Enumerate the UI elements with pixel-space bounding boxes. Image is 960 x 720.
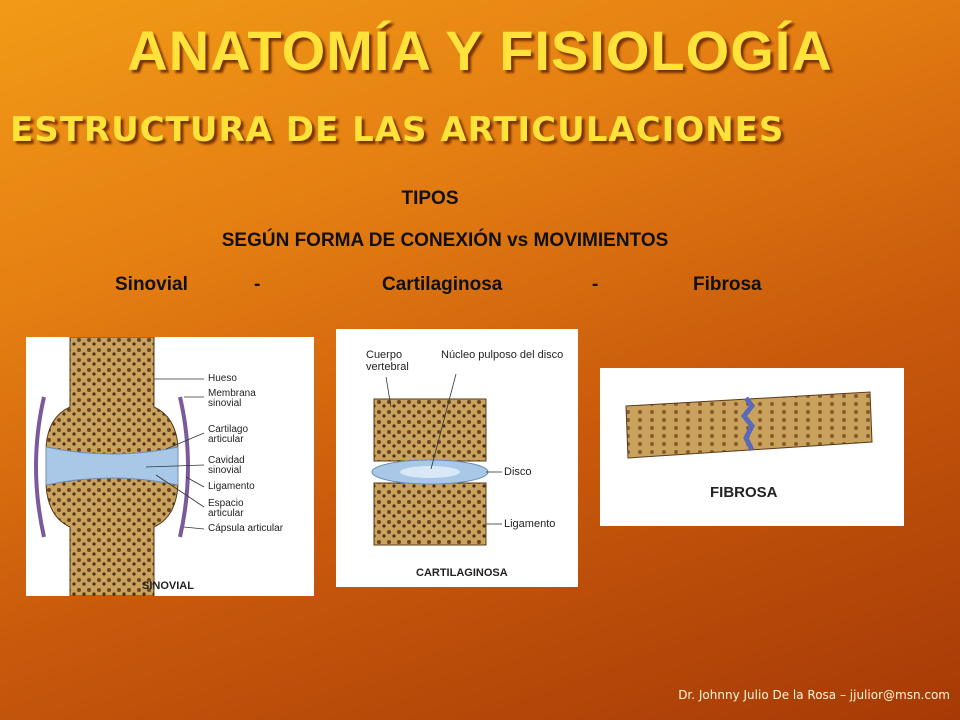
type-dash-1: - bbox=[254, 274, 261, 295]
fibrosa-figure bbox=[600, 368, 904, 526]
label-espacio-articular: Espacio articular bbox=[208, 498, 244, 519]
footer-credit: Dr. Johnny Julio De la Rosa – jjulior@msn.com bbox=[678, 688, 950, 702]
cartilaginosa-figure bbox=[336, 329, 578, 587]
label-ligamento-cartilaginosa: Ligamento bbox=[504, 518, 556, 530]
tipos-heading: TIPOS bbox=[401, 188, 459, 209]
label-cartilago-articular: Cartilago articular bbox=[208, 424, 249, 445]
slide-title: ANATOMÍA Y FISIOLOGÍA bbox=[127, 19, 833, 82]
caption-sinovial: SINOVIAL bbox=[142, 580, 194, 592]
type-dash-2: - bbox=[592, 274, 599, 295]
caption-fibrosa: FIBROSA bbox=[710, 484, 778, 501]
label-ligamento: Ligamento bbox=[208, 481, 255, 492]
type-fibrosa: Fibrosa bbox=[693, 274, 762, 295]
sinovial-figure bbox=[26, 337, 314, 596]
type-cartilaginosa: Cartilaginosa bbox=[382, 274, 503, 295]
type-sinovial: Sinovial bbox=[115, 274, 188, 295]
label-cuerpo-vertebral: Cuerpo vertebral bbox=[366, 349, 409, 373]
label-capsula-articular: Cápsula articular bbox=[208, 523, 284, 534]
slide-subtitle: ESTRUCTURA DE LAS ARTICULACIONES bbox=[10, 110, 785, 150]
fibrosa-illustration bbox=[600, 368, 904, 526]
caption-cartilaginosa: CARTILAGINOSA bbox=[416, 567, 508, 579]
label-nucleo-pulposo: Núcleo pulposo del disco bbox=[441, 349, 564, 361]
label-disco: Disco bbox=[504, 466, 532, 478]
label-membrana-sinovial: Membrana sinovial bbox=[208, 388, 256, 409]
label-hueso: Hueso bbox=[208, 373, 237, 384]
label-cavidad-sinovial: Cavidad sinovial bbox=[208, 455, 245, 476]
segun-heading: SEGÚN FORMA DE CONEXIÓN vs MOVIMIENTOS bbox=[221, 230, 669, 251]
